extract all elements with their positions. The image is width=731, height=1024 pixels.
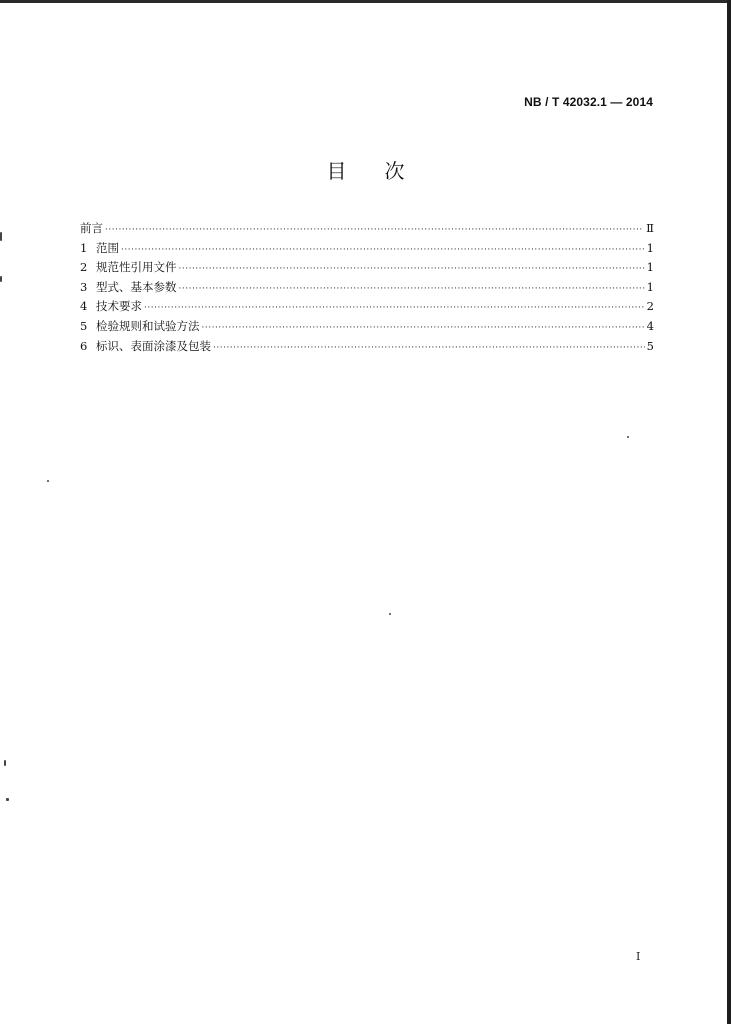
- toc-title: [0, 155, 731, 184]
- scan-edge-top: [0, 0, 731, 3]
- scan-speck: [6, 798, 9, 801]
- page-number: I: [636, 950, 641, 963]
- toc-entry-label: 技术要求: [96, 299, 142, 314]
- toc-entry-3[interactable]: [80, 278, 654, 298]
- toc-entry-number: 6: [80, 338, 88, 353]
- scan-speck: [0, 232, 2, 241]
- toc-leader-dots: [213, 339, 645, 359]
- toc-entry-4[interactable]: [80, 297, 654, 317]
- toc-entry-label: 标识、表面涂漆及包装: [96, 338, 211, 353]
- toc-entry-page: 4: [646, 318, 654, 333]
- toc-leader-dots: [105, 221, 644, 241]
- toc-leader-dots: [202, 319, 645, 339]
- toc-entry-6[interactable]: [80, 337, 654, 357]
- toc-entry-page: 2: [646, 299, 654, 314]
- toc-entry-page: 1: [646, 260, 654, 275]
- toc-title-char-2: 次: [384, 159, 405, 183]
- toc-entry-page: 5: [646, 338, 654, 353]
- scan-speck: [4, 760, 6, 766]
- toc-entry-2[interactable]: [80, 258, 654, 278]
- toc-entry-page: 1: [646, 279, 654, 294]
- toc-leader-dots: [179, 280, 645, 300]
- toc-entry-1[interactable]: [80, 239, 654, 259]
- toc-entry-number: 4: [80, 299, 88, 314]
- toc-leader-dots: [179, 260, 645, 280]
- standard-number: NB / T 42032.1 — 2014: [524, 95, 653, 109]
- toc-entry-page: 1: [646, 240, 654, 255]
- toc-entry-label: 规范性引用文件: [96, 260, 177, 275]
- toc-entry-5[interactable]: [80, 317, 654, 337]
- toc-entry-label: 前言: [80, 221, 103, 235]
- toc-entry-label: 检验规则和试验方法: [96, 318, 200, 333]
- scan-speck: [0, 276, 2, 282]
- toc-entry-page: Ⅱ: [646, 221, 654, 235]
- toc-entry-label: 型式、基本参数: [96, 279, 177, 294]
- table-of-contents: [80, 219, 654, 356]
- toc-title-char-1: 目: [326, 159, 347, 183]
- toc-leader-dots: [144, 299, 645, 319]
- toc-entry-number: 1: [80, 240, 88, 255]
- toc-entry-number: 3: [80, 279, 88, 294]
- toc-leader-dots: [121, 241, 645, 261]
- toc-entry-number: 5: [80, 318, 88, 333]
- scan-speck: [389, 613, 391, 615]
- toc-entry-label: 范围: [96, 240, 119, 255]
- scan-speck: [627, 436, 629, 438]
- scan-speck: [47, 480, 49, 482]
- toc-entry-number: 2: [80, 260, 88, 275]
- scan-edge-right: [727, 0, 731, 1024]
- toc-entry-foreword[interactable]: [80, 219, 654, 239]
